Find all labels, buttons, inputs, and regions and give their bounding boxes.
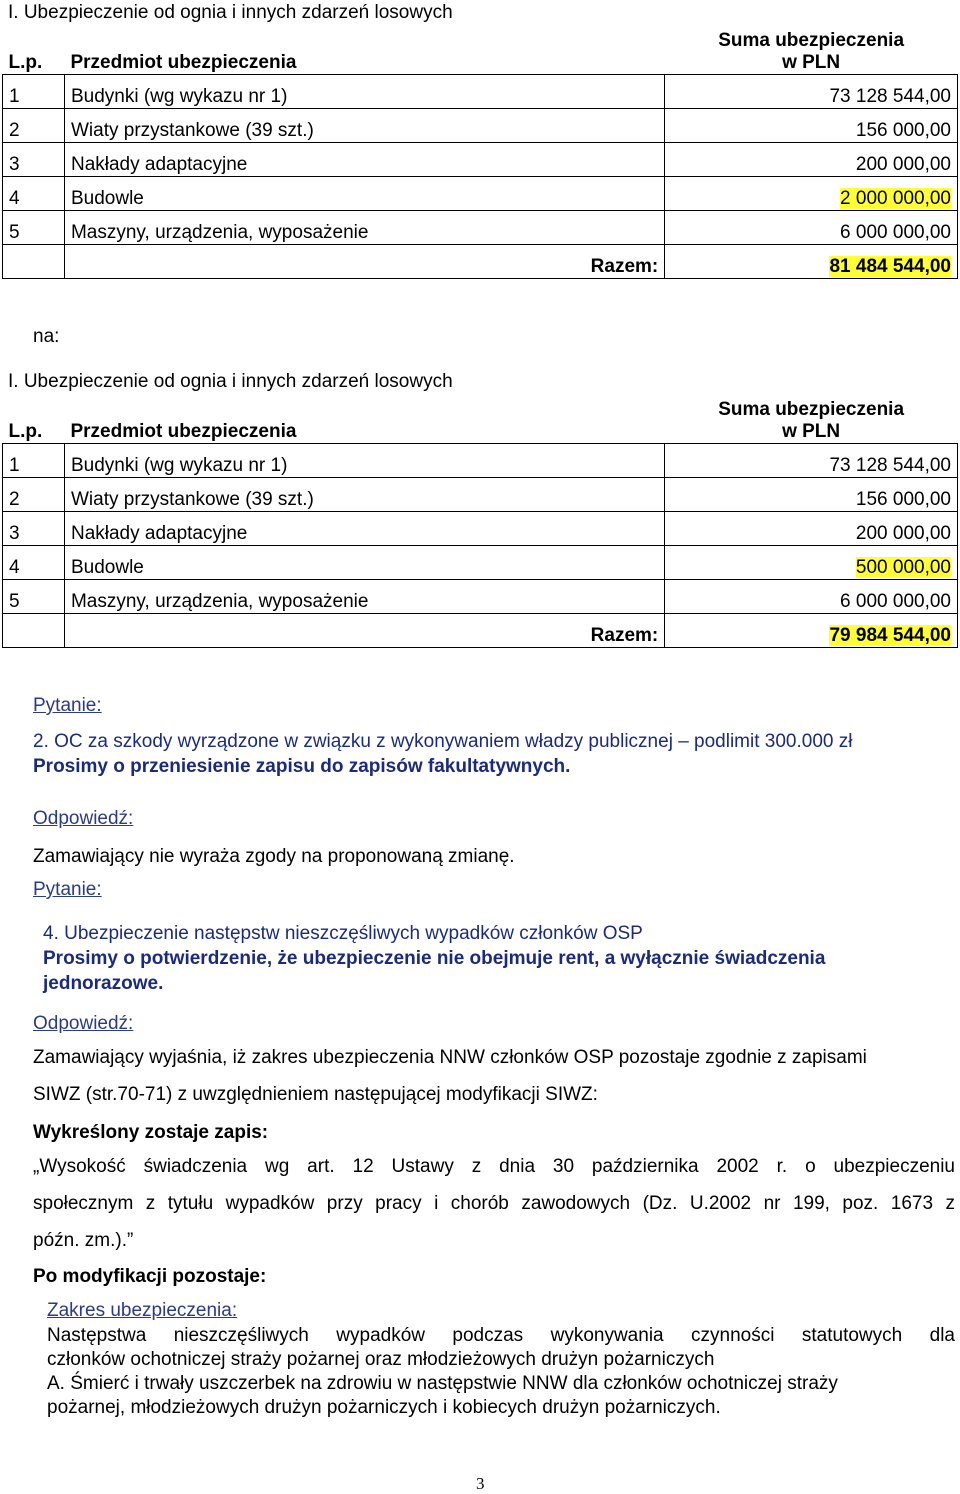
table-row: 1 Budynki (wg wykazu nr 1) 73 128 544,00 (3, 75, 958, 109)
after-label: Po modyfikacji pozostaje: (33, 1266, 267, 1287)
table-row: 3 Nakłady adaptacyjne 200 000,00 (3, 512, 958, 546)
table-total-row (3, 614, 958, 648)
answer-label: Odpowiedź: (33, 808, 134, 829)
table-row: 5 Maszyny, urządzenia, wyposażenie 6 000 000,00 (3, 211, 958, 245)
highlighted-value: 500 000,00 (855, 557, 951, 578)
answer-text-line1: Zamawiający wyjaśnia, iż zakres ubezpieczenia NNW członków OSP pozostaje zgodnie z zapisami (33, 1047, 867, 1068)
header-lp: L.p. (8, 421, 43, 442)
question-request: Prosimy o przeniesienie zapisu do zapisów fakultatywnych. (33, 756, 571, 777)
table-row: 2 Wiaty przystankowe (39 szt.) 156 000,00 (3, 478, 958, 512)
section-title-2: I. Ubezpieczenie od ognia i innych zdarzeń losowych (8, 371, 453, 392)
table-row: 2 Wiaty przystankowe (39 szt.) 156 000,00 (3, 109, 958, 143)
table-row: 5 Maszyny, urządzenia, wyposażenie 6 000 000,00 (3, 580, 958, 614)
header-subject: Przedmiot ubezpieczenia (70, 52, 297, 73)
question-label: Pytanie: (33, 879, 102, 900)
na-label: na: (33, 326, 60, 347)
answer-text: Zamawiający nie wyraża zgody na proponowaną zmianę. (33, 846, 515, 867)
answer-label: Odpowiedź: (33, 1013, 134, 1034)
answer-text-line2: SIWZ (str.70-71) z uwzględnieniem następującej modyfikacji SIWZ: (33, 1084, 598, 1105)
table-header-row (3, 26, 958, 75)
page-number: 3 (476, 1474, 485, 1493)
scope-line2: członków ochotniczej straży pożarnej oraz młodzieżowych drużyn pożarniczych (47, 1349, 715, 1370)
header-sum: Suma ubezpieczenia w PLN (718, 30, 905, 73)
removed-text-line3: późn. zm.).” (33, 1230, 134, 1251)
total-value: 81 484 544,00 (829, 256, 951, 277)
scope-line3: A. Śmierć i trwały uszczerbek na zdrowiu w następstwie NNW dla członków ochotniczej straży (47, 1373, 838, 1394)
total-value: 79 984 544,00 (829, 625, 951, 646)
header-sum: Suma ubezpieczenia w PLN (718, 399, 905, 442)
total-label: Razem: (64, 614, 664, 648)
question-request-line1: Prosimy o potwierdzenie, że ubezpieczenie nie obejmuje rent, a wyłącznie świadczenia (43, 948, 826, 969)
insurance-table-before (2, 26, 958, 279)
removed-text-line2: społecznym z tytułu wypadków przy pracy i chorób zawodowych (Dz. U.2002 nr 199, poz. 1673 z (33, 1193, 955, 1214)
scope-line1: Następstwa nieszczęśliwych wypadków podczas wykonywania czynności statutowych dla (47, 1325, 955, 1346)
scope-label: Zakres ubezpieczenia: (47, 1300, 238, 1321)
table-row: 4 Budowle 500 000,00 (3, 546, 958, 580)
removed-text-line1: „Wysokość świadczenia wg art. 12 Ustawy z dnia 30 października 2002 r. o ubezpieczeniu (33, 1156, 955, 1177)
table-row: 1 Budynki (wg wykazu nr 1) 73 128 544,00 (3, 444, 958, 478)
table-total-row (3, 245, 958, 279)
question-text: 2. OC za szkody wyrządzone w związku z wykonywaniem władzy publicznej – podlimit 300.000 zł (33, 731, 853, 752)
header-subject: Przedmiot ubezpieczenia (70, 421, 297, 442)
question-request-line2: jednorazowe. (43, 973, 164, 994)
table-row: 4 Budowle 2 000 000,00 (3, 177, 958, 211)
insurance-table-after (2, 395, 958, 648)
question-text: 4. Ubezpieczenie następstw nieszczęśliwych wypadków członków OSP (43, 923, 643, 944)
total-label: Razem: (64, 245, 664, 279)
table-row: 3 Nakłady adaptacyjne 200 000,00 (3, 143, 958, 177)
header-lp: L.p. (8, 52, 43, 73)
highlighted-value: 2 000 000,00 (840, 188, 951, 209)
question-label: Pytanie: (33, 695, 102, 716)
section-title-1: I. Ubezpieczenie od ognia i innych zdarzeń losowych (8, 2, 453, 23)
table-header-row (3, 395, 958, 444)
scope-line4: pożarnej, młodzieżowych drużyn pożarniczych i kobiecych drużyn pożarniczych. (47, 1397, 721, 1418)
removed-label: Wykreślony zostaje zapis: (33, 1122, 269, 1143)
